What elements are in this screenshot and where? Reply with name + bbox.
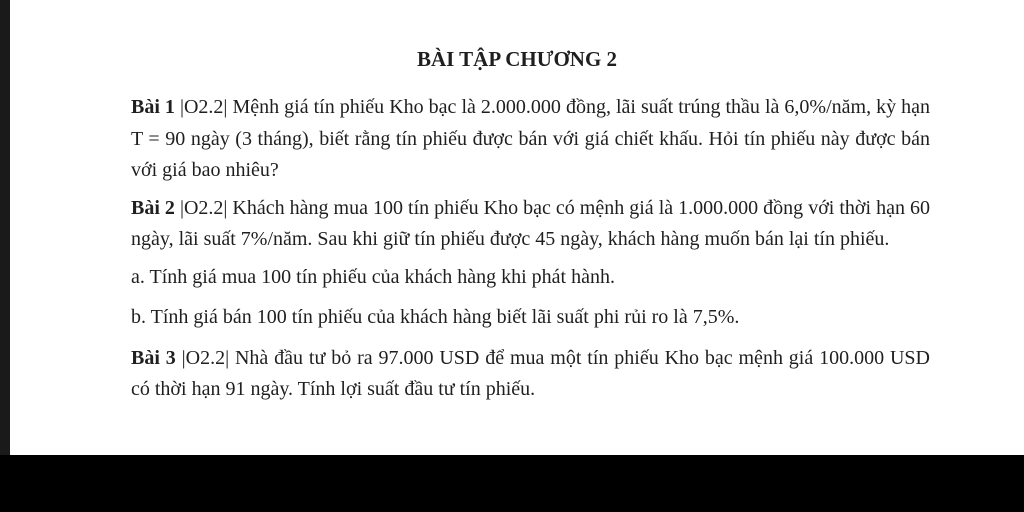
document-page [10,0,1024,455]
exercise-1-text: |O2.2| Mệnh giá tín phiếu Kho bạc là 2.000.000 đồng, lãi suất trúng thầu là 6,0%/năm, kỳ hạn T = 90 ngày (3 tháng), biết rằng tín phiếu được bán với giá chiết khấu. Hỏi tín phiếu này được bán với giá bao nhiêu? [131,96,930,181]
exercise-2-label: Bài 2 [131,196,175,219]
exercise-2-item-b: b. Tính giá bán 100 tín phiếu của khách hàng biết lãi suất phi rủi ro là 7,5%. [131,306,740,328]
document-title: BÀI TẬP CHƯƠNG 2 [416,47,618,71]
exercise-3-text: |O2.2| Nhà đầu tư bỏ ra 97.000 USD để mua một tín phiếu Kho bạc mệnh giá 100.000 USD có thời hạn 91 ngày. Tính lợi suất đầu tư tín phiếu. [131,346,931,400]
exercise-1-label: Bài 1 [131,96,175,118]
exercise-2 [131,193,930,256]
exercise-1 [131,92,930,187]
bottom-black-bar [0,455,1024,512]
exercise-3-label: Bài 3 [131,346,176,369]
exercise-2-item-a: a. Tính giá mua 100 tín phiếu của khách hàng khi phát hành. [131,265,615,288]
left-edge-bar [0,0,10,455]
exercise-3 [131,343,930,406]
exercise-2-text: |O2.2| Khách hàng mua 100 tín phiếu Kho bạc có mệnh giá là 1.000.000 đồng với thời hạn 60 ngày, lãi suất 7%/năm. Sau khi giữ tín phiếu được 45 ngày, khách hàng muốn bán lại tín phiếu. [131,196,930,250]
document-body [131,92,930,412]
